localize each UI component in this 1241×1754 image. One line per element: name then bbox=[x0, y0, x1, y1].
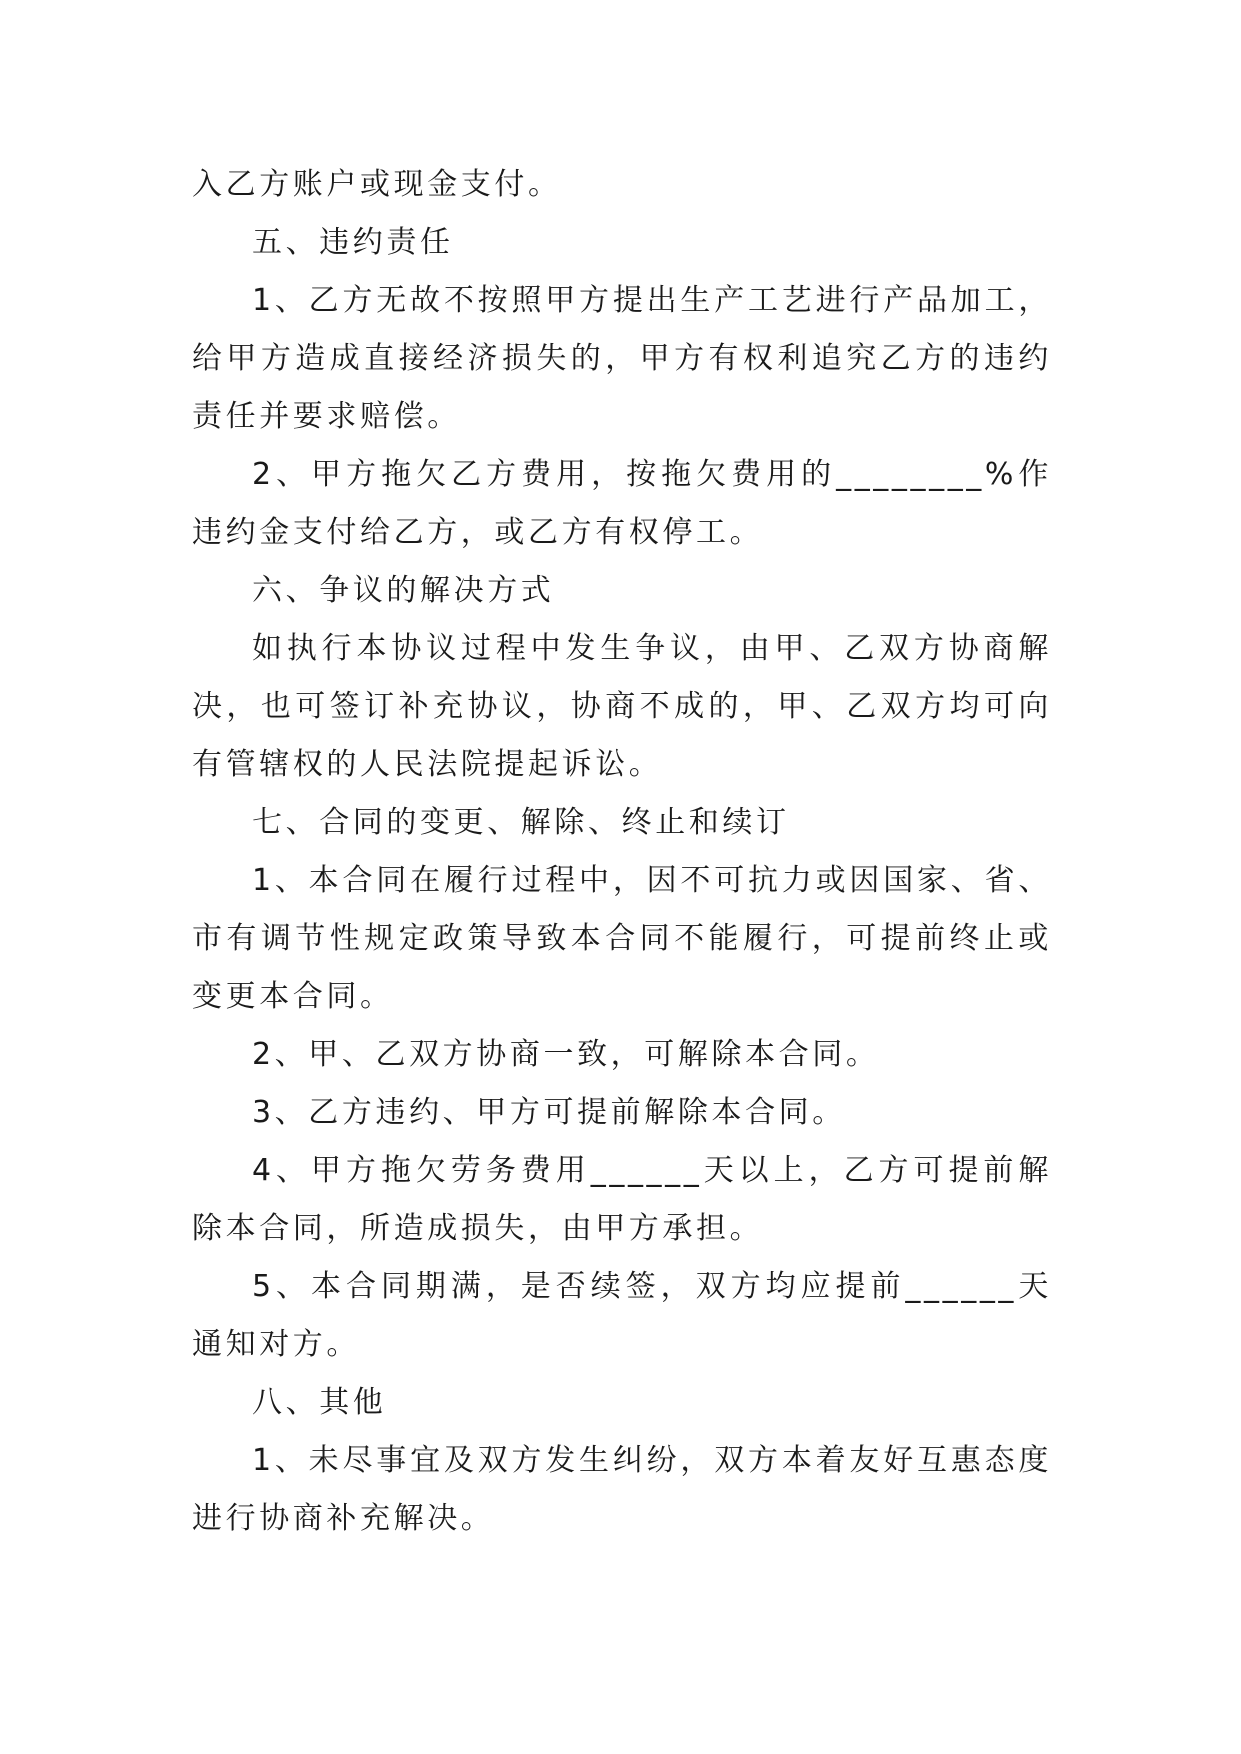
section-heading-breach: 五、违约责任 bbox=[252, 225, 454, 260]
clause-changes-2: 2、甲、乙双方协商一致，可解除本合同。 bbox=[252, 1037, 880, 1072]
clause-breach-1: 1、乙方无故不按照甲方提出生产工艺进行产品加工，给甲方造成直接经济损失的，甲方有权利追究乙方的违约责任并要求赔偿。 bbox=[192, 283, 1052, 434]
section-heading-other: 八、其他 bbox=[252, 1385, 387, 1420]
clause-breach-2: 2、甲方拖欠乙方费用，按拖欠费用的________%作违约金支付给乙方，或乙方有权停工。 bbox=[192, 457, 1052, 550]
clause-changes-4: 4、甲方拖欠劳务费用______天以上，乙方可提前解除本合同，所造成损失，由甲方承担。 bbox=[192, 1153, 1052, 1246]
paragraph-continuation: 入乙方账户或现金支付。 bbox=[192, 167, 562, 202]
clause-other-1: 1、未尽事宜及双方发生纠纷，双方本着友好互惠态度进行协商补充解决。 bbox=[192, 1443, 1052, 1536]
clause-dispute: 如执行本协议过程中发生争议，由甲、乙双方协商解决，也可签订补充协议，协商不成的，甲、乙双方均可向有管辖权的人民法院提起诉讼。 bbox=[192, 631, 1052, 782]
clause-changes-3: 3、乙方违约、甲方可提前解除本合同。 bbox=[252, 1095, 846, 1130]
document-body bbox=[192, 156, 1052, 1548]
clause-changes-1: 1、本合同在履行过程中，因不可抗力或因国家、省、市有调节性规定政策导致本合同不能履行，可提前终止或变更本合同。 bbox=[192, 863, 1052, 1014]
section-heading-dispute: 六、争议的解决方式 bbox=[252, 573, 555, 608]
clause-changes-5: 5、本合同期满，是否续签，双方均应提前______天通知对方。 bbox=[192, 1269, 1052, 1362]
section-heading-changes: 七、合同的变更、解除、终止和续订 bbox=[252, 805, 790, 840]
